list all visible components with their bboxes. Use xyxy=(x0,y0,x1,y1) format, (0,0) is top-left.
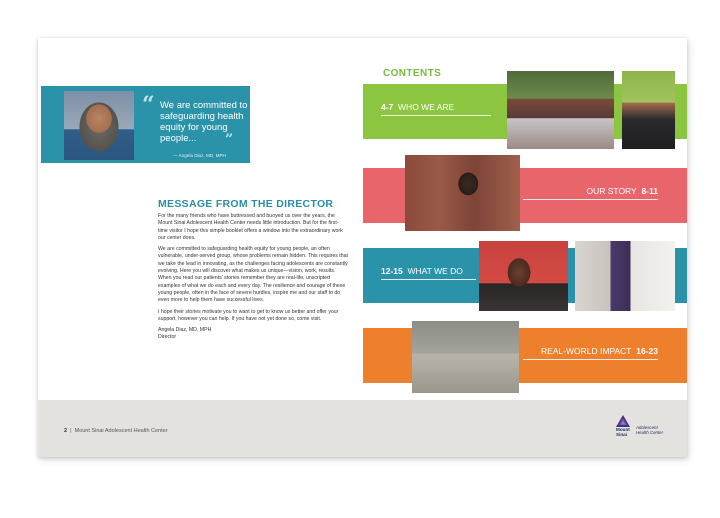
quote-text: We are committed to safeguarding health equity for young people... xyxy=(160,100,248,144)
photo-teen-brick-wall xyxy=(405,155,520,231)
signature-title: Director xyxy=(158,334,177,341)
close-quote-icon: ” xyxy=(225,132,234,148)
contents-entry xyxy=(586,186,658,196)
open-quote-icon: “ xyxy=(142,92,155,118)
page-number: 2 xyxy=(64,428,68,434)
band-rule xyxy=(523,199,658,200)
photo-staff-group xyxy=(507,71,614,149)
message-paragraph: We are committed to safeguarding health equity for young people, an often vulnerable, under-served group, whose problems remain hidden. This requires that we take the lead in innovating, as the challenges facing adolescents are constantly evolving. Here you will discover what makes us unique—vision, work, results. When you read our patients' stories remember they are real-life, unscripted examples of what we do each and every day. The resilience and courage of these young people, often in the face of severe hurdles, inspire me and our staff to do even more to help them have successful lives. xyxy=(158,246,348,304)
brochure-spread xyxy=(38,38,687,457)
page-footer xyxy=(38,400,687,457)
contents-section-title: WHAT WE DO xyxy=(407,266,463,276)
message-paragraph: I hope their stories motivate you to want to get to know us better and offer your support, however you can help. If you have not yet done so, come visit. xyxy=(158,308,339,322)
director-photo xyxy=(64,91,134,160)
director-quote-box xyxy=(41,86,250,163)
contents-section-title: WHO WE ARE xyxy=(398,102,455,112)
logo-name: Mount Sinai xyxy=(616,427,630,437)
contents-entry xyxy=(541,346,658,356)
contents-entry xyxy=(381,102,454,112)
contents-title: CONTENTS xyxy=(383,68,442,79)
photo-teen-lockers xyxy=(479,241,568,311)
photo-staff-woman xyxy=(622,71,675,149)
organization-name: Mount Sinai Adolescent Health Center xyxy=(74,428,168,434)
contents-page-range: 4-7 xyxy=(381,102,394,112)
signature-name: Angela Diaz, MD, MPH xyxy=(158,327,212,334)
director-message xyxy=(158,213,348,342)
photo-mother-child xyxy=(412,321,519,393)
logo-subtitle: Adolescent Health Center xyxy=(636,425,664,435)
contents-page-range: 12-15 xyxy=(381,266,403,276)
photo-clinic-visit xyxy=(575,241,675,311)
contents-section-title: REAL-WORLD IMPACT xyxy=(540,346,632,356)
contents-page-range: 16-23 xyxy=(636,346,658,356)
band-rule xyxy=(381,115,491,116)
message-paragraph: For the many friends who have buttressed and buoyed us over the years, the Mount Sinai Adolescent Health Center needs little introduction. But for the first-time visitor I hope this simple booklet offers a window into the extraordinary work our center does. xyxy=(158,213,343,241)
contents-page-range: 8-11 xyxy=(641,186,658,196)
band-rule xyxy=(523,359,658,360)
contents-entry xyxy=(381,266,463,276)
band-rule xyxy=(381,279,476,280)
logo-mark-icon xyxy=(616,415,630,427)
folio: 2 | Mount Sinai Adolescent Health Center xyxy=(64,428,168,434)
quote-attribution: — Angela Diaz, MD, MPH xyxy=(173,153,226,158)
director-heading: MESSAGE FROM THE DIRECTOR xyxy=(158,198,334,210)
contents-section-title: OUR STORY xyxy=(586,186,637,196)
mount-sinai-logo xyxy=(616,415,676,439)
